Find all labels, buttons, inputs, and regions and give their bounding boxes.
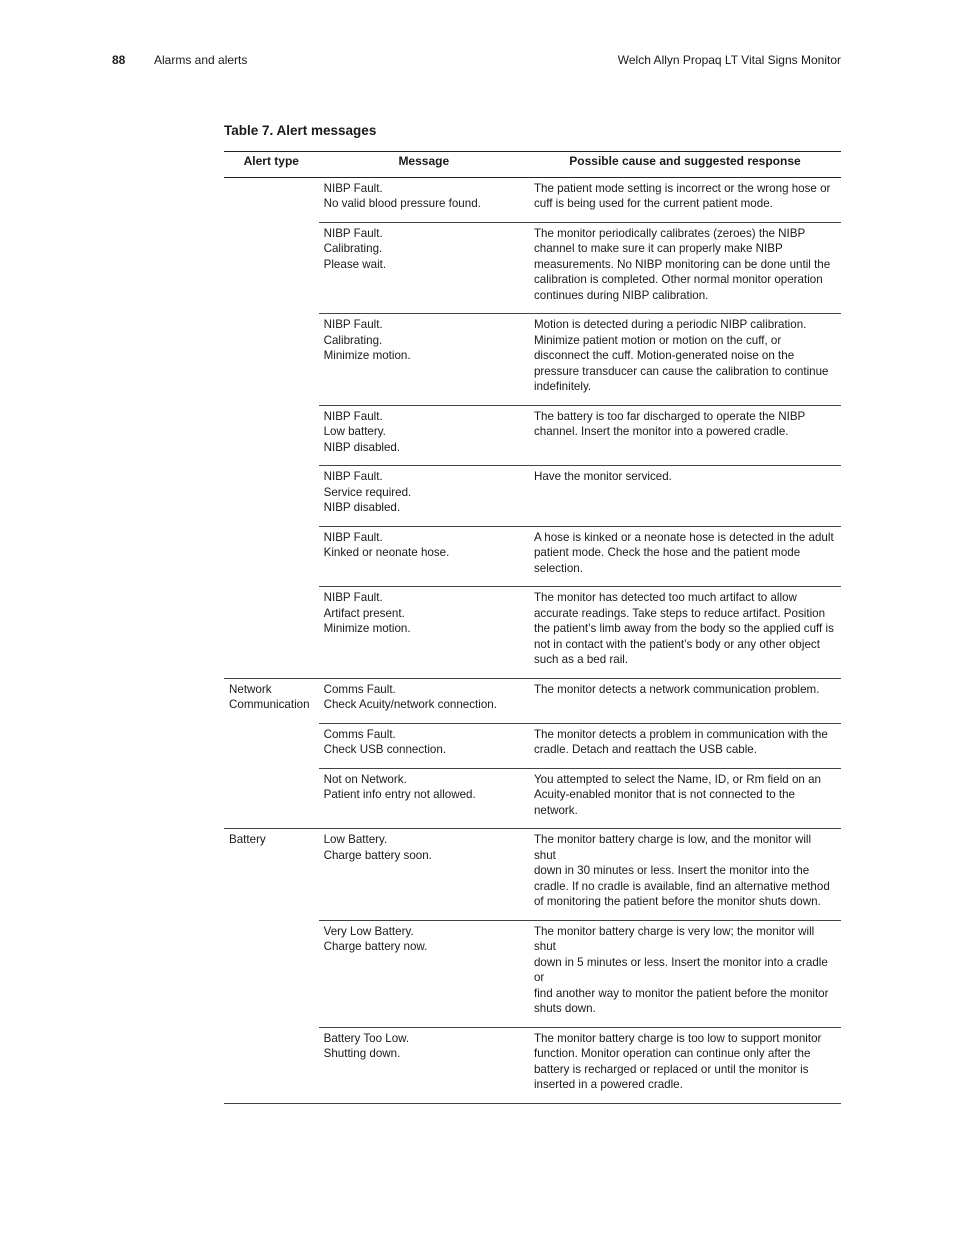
response-line: accurate readings. Take steps to reduce artifact. Position <box>533 606 826 620</box>
response-line: selection. <box>533 561 583 575</box>
message-line: NIBP disabled. <box>323 440 401 454</box>
message-line: Low battery. <box>323 425 386 438</box>
message-line: Calibrating. <box>323 242 383 255</box>
response-line: Minimize patient motion or motion on the cuff, or <box>533 333 782 347</box>
response-line: down in 30 minutes or less. Insert the monitor into the <box>533 864 810 877</box>
message-line: Charge battery soon. <box>323 848 432 862</box>
response-line: continues during NIBP calibration. <box>533 288 709 302</box>
table-row <box>224 1027 841 1103</box>
section-title: Alarms and alerts <box>154 53 248 67</box>
message-line: No valid blood pressure found. <box>323 197 481 210</box>
response-cell <box>529 829 841 921</box>
page-header <box>0 53 954 69</box>
response-line: of monitoring the patient before the monitor shuts down. <box>533 895 821 908</box>
message-line: Very Low Battery. <box>323 924 414 938</box>
response-line: The patient mode setting is incorrect or the wrong hose or <box>533 181 831 195</box>
message-cell <box>319 526 529 587</box>
message-line: NIBP disabled. <box>323 501 401 514</box>
table-row <box>224 678 841 723</box>
response-cell <box>529 1027 841 1103</box>
table-row <box>224 222 841 314</box>
column-header-alert-type: Alert type <box>224 152 319 178</box>
table-row <box>224 466 841 527</box>
message-cell <box>319 177 529 222</box>
response-line: The battery is too far discharged to operate the NIBP <box>533 409 806 423</box>
table-row <box>224 177 841 222</box>
alert-type-cell <box>224 177 319 222</box>
response-line: The monitor periodically calibrates (zeroes) the NIBP <box>533 226 806 240</box>
message-line: Minimize motion. <box>323 349 411 362</box>
response-cell <box>529 222 841 314</box>
message-line: Battery Too Low. <box>323 1031 410 1045</box>
message-line: Comms Fault. <box>323 727 396 741</box>
message-line: Artifact present. <box>323 606 405 620</box>
response-line: find another way to monitor the patient before the monitor <box>533 986 829 1000</box>
alert-type-cell <box>224 405 319 466</box>
message-line: Please wait. <box>323 257 387 271</box>
message-cell <box>319 678 529 723</box>
response-line: cradle. Detach and reattach the USB cable. <box>533 743 757 756</box>
alert-type-cell <box>224 314 319 406</box>
message-line: NIBP Fault. <box>323 470 383 483</box>
message-cell <box>319 222 529 314</box>
response-line: Motion is detected during a periodic NIBP calibration. <box>533 318 807 331</box>
alert-type-line: Battery <box>229 833 266 846</box>
response-line: The monitor has detected too much artifact to allow <box>533 591 797 604</box>
response-cell <box>529 678 841 723</box>
message-line: NIBP Fault. <box>323 181 383 195</box>
table-row <box>224 587 841 679</box>
response-line: measurements. No NIBP monitoring can be done until the <box>533 257 831 271</box>
table-row <box>224 723 841 768</box>
response-cell <box>529 723 841 768</box>
response-line: indefinitely. <box>533 380 592 393</box>
alert-type-cell <box>224 678 319 723</box>
message-cell <box>319 405 529 466</box>
response-line: calibration is completed. Other normal monitor operation <box>533 273 823 286</box>
message-cell <box>319 314 529 406</box>
response-line: not in contact with the patient’s body or any other object <box>533 637 820 651</box>
response-line: inserted in a powered cradle. <box>533 1078 683 1091</box>
message-cell <box>319 829 529 921</box>
response-line: patient mode. Check the hose and the patient mode <box>533 546 801 559</box>
message-line: NIBP Fault. <box>323 409 383 423</box>
table-row <box>224 920 841 1027</box>
table-header-row <box>224 152 841 178</box>
response-cell <box>529 405 841 466</box>
response-line: network. <box>533 803 578 817</box>
message-line: Not on Network. <box>323 772 407 786</box>
page-number: 88 <box>112 53 126 67</box>
column-header-message: Message <box>319 152 529 178</box>
alert-type-cell <box>224 526 319 587</box>
alert-messages-table <box>224 151 841 1104</box>
document-title: Welch Allyn Propaq LT Vital Signs Monitor <box>617 53 841 67</box>
alert-type-cell <box>224 768 319 829</box>
response-line: A hose is kinked or a neonate hose is detected in the adult <box>533 530 834 544</box>
alert-type-cell <box>224 829 319 921</box>
response-line: The monitor battery charge is too low to support monitor <box>533 1031 822 1045</box>
response-line: such as a bed rail. <box>533 653 629 666</box>
response-line: disconnect the cuff. Motion-generated noise on the <box>533 349 795 362</box>
alert-type-line: Network <box>229 682 272 696</box>
message-line: Low Battery. <box>323 833 388 846</box>
response-line: the patient’s limb away from the body so the applied cuff is <box>533 622 834 635</box>
table-row <box>224 314 841 406</box>
table-row <box>224 768 841 829</box>
message-line: NIBP Fault. <box>323 591 383 604</box>
response-cell <box>529 587 841 679</box>
message-cell <box>319 1027 529 1103</box>
response-cell <box>529 526 841 587</box>
message-line: Check USB connection. <box>323 743 447 756</box>
response-line: down in 5 minutes or less. Insert the monitor into a cradle or <box>533 955 828 984</box>
response-line: shuts down. <box>533 1002 596 1015</box>
message-cell <box>319 587 529 679</box>
message-line: Calibrating. <box>323 333 383 347</box>
message-cell <box>319 466 529 527</box>
alert-type-cell <box>224 1027 319 1103</box>
response-line: pressure transducer can cause the calibration to continue <box>533 364 829 378</box>
response-cell <box>529 466 841 527</box>
message-cell <box>319 768 529 829</box>
table-row <box>224 405 841 466</box>
column-header-response: Possible cause and suggested response <box>529 152 841 178</box>
message-line: NIBP Fault. <box>323 318 383 331</box>
message-line: Shutting down. <box>323 1047 401 1060</box>
message-line: Check Acuity/network connection. <box>323 698 497 711</box>
alert-type-cell <box>224 222 319 314</box>
response-line: channel. Insert the monitor into a powered cradle. <box>533 425 789 438</box>
response-cell <box>529 314 841 406</box>
response-line: The monitor battery charge is very low; the monitor will shut <box>533 924 815 953</box>
message-line: Patient info entry not allowed. <box>323 788 476 801</box>
table-row <box>224 526 841 587</box>
table-body <box>224 177 841 1103</box>
response-line: Have the monitor serviced. <box>533 470 672 483</box>
table-row <box>224 829 841 921</box>
message-line: NIBP Fault. <box>323 226 383 240</box>
response-line: battery is recharged or replaced or until the monitor is <box>533 1062 809 1076</box>
response-cell <box>529 177 841 222</box>
response-line: cuff is being used for the current patient mode. <box>533 197 773 210</box>
alert-type-cell <box>224 587 319 679</box>
response-line: function. Monitor operation can continue only after the <box>533 1047 811 1060</box>
response-cell <box>529 768 841 829</box>
response-cell <box>529 920 841 1027</box>
message-line: NIBP Fault. <box>323 530 383 544</box>
message-line: Kinked or neonate hose. <box>323 546 450 559</box>
message-line: Minimize motion. <box>323 622 411 635</box>
message-line: Comms Fault. <box>323 682 396 696</box>
alert-type-cell <box>224 466 319 527</box>
message-cell <box>319 920 529 1027</box>
response-line: You attempted to select the Name, ID, or Rm field on an <box>533 772 821 786</box>
alert-type-line: Communication <box>229 698 310 711</box>
message-line: Charge battery now. <box>323 940 428 953</box>
response-line: The monitor detects a problem in communication with the <box>533 727 828 741</box>
response-line: The monitor battery charge is low, and the monitor will shut <box>533 833 812 862</box>
table-title: Table 7. Alert messages <box>224 123 377 138</box>
response-line: channel to make sure it can properly make NIBP <box>533 242 783 255</box>
alert-type-cell <box>224 920 319 1027</box>
alert-type-cell <box>224 723 319 768</box>
response-line: cradle. If no cradle is available, find an alternative method <box>533 879 830 893</box>
response-line: The monitor detects a network communication problem. <box>533 682 820 696</box>
message-cell <box>319 723 529 768</box>
response-line: Acuity-enabled monitor that is not connected to the <box>533 788 795 801</box>
message-line: Service required. <box>323 485 412 499</box>
